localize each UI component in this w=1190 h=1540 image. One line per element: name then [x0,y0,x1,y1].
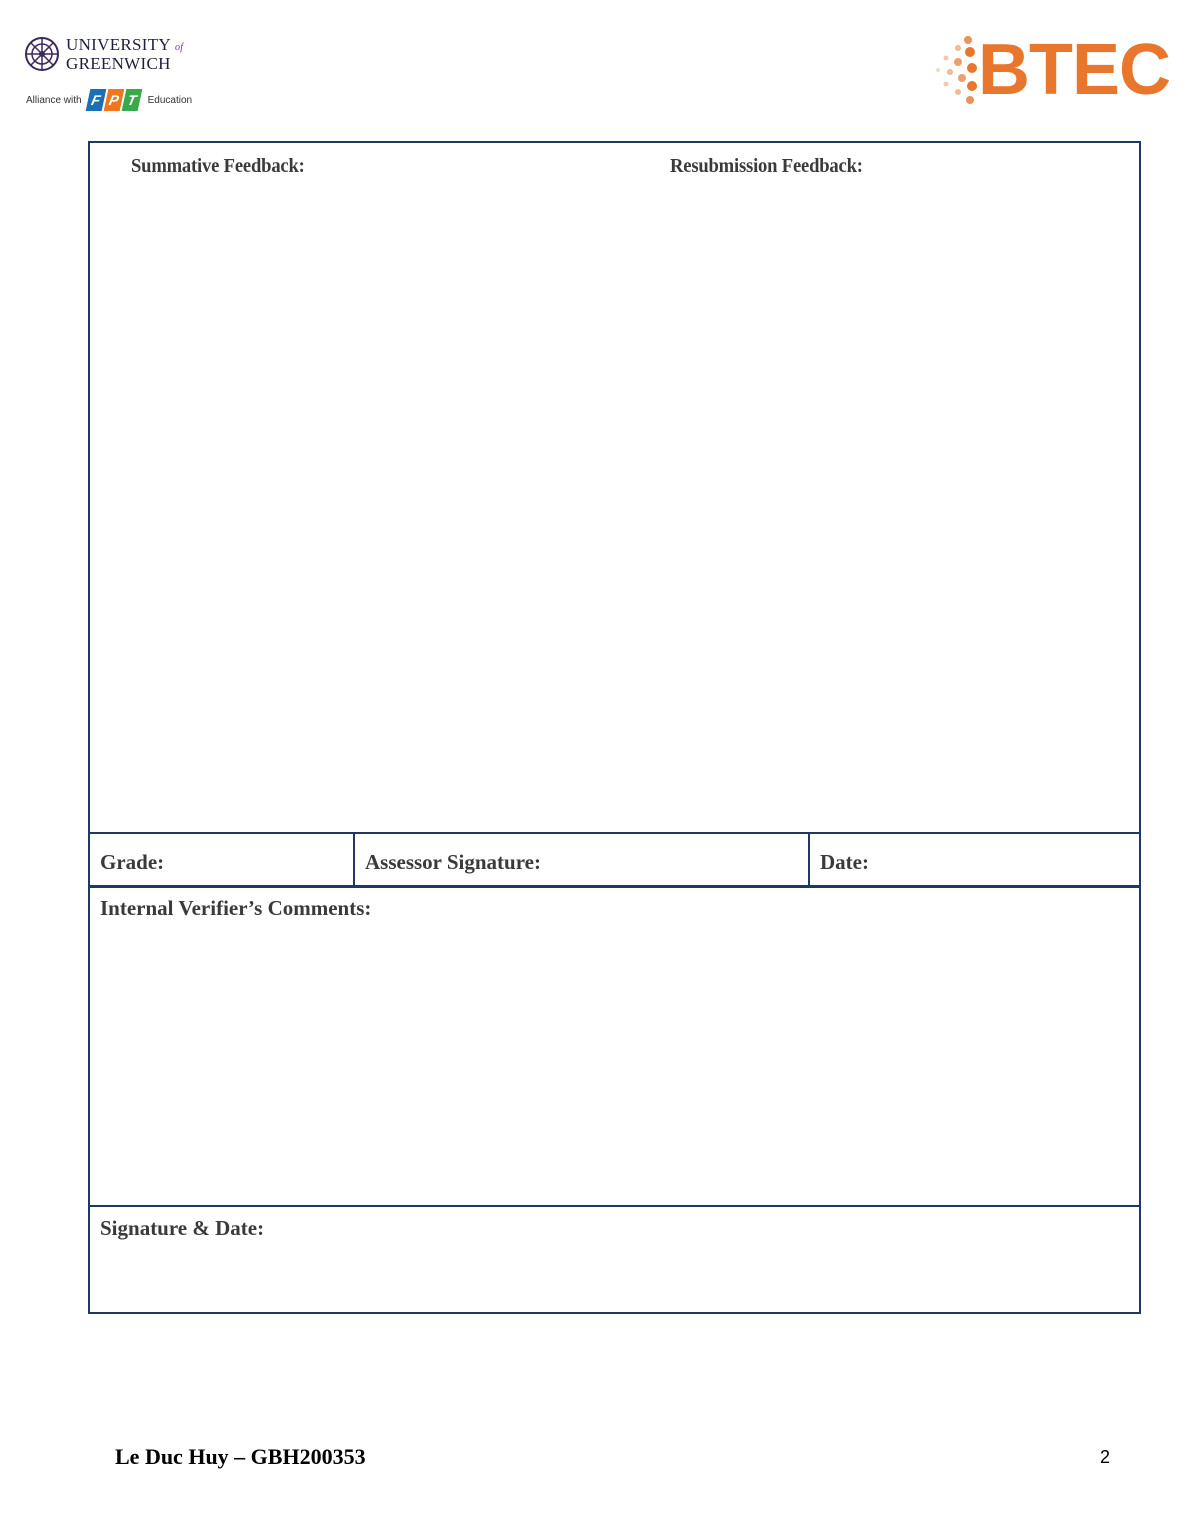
footer-author: Le Duc Huy – GBH200353 [115,1444,366,1469]
divider-grade-row-bottom [90,885,1139,888]
signature-date-label: Signature & Date: [100,1216,265,1240]
university-of: of [174,41,184,53]
date-label: Date: [820,850,869,874]
alliance-text: Alliance with [26,94,82,106]
university-line1: UNIVERSITY [66,34,171,54]
btec-dots-icon [932,34,982,108]
university-of-greenwich-logo [24,34,194,120]
summative-feedback-label: Summative Feedback: [131,155,305,177]
internal-verifier-comments-label: Internal Verifier’s Comments: [100,896,372,920]
divider-grade-assessor [353,832,355,886]
divider-grade-row-top [90,832,1139,834]
fpt-logo [88,89,142,111]
fpt-letter-t: T [121,89,142,111]
page-number: 2 [1100,1447,1111,1467]
feedback-form [88,141,1141,1314]
resubmission-feedback-label: Resubmission Feedback: [670,155,863,177]
divider-assessor-date [808,832,810,886]
btec-logo [932,30,1170,110]
btec-wordmark: BTEC [978,30,1170,110]
university-line2: GREENWICH [66,53,171,73]
university-name [66,34,184,73]
assessor-signature-label: Assessor Signature: [365,850,541,874]
education-text: Education [147,94,193,106]
divider-signature-top [90,1205,1139,1207]
greenwich-crest-icon [24,36,60,72]
fpt-letter-p: P [103,89,124,111]
fpt-letter-f: F [85,89,106,111]
grade-label: Grade: [100,850,165,874]
fpt-alliance [26,89,192,111]
